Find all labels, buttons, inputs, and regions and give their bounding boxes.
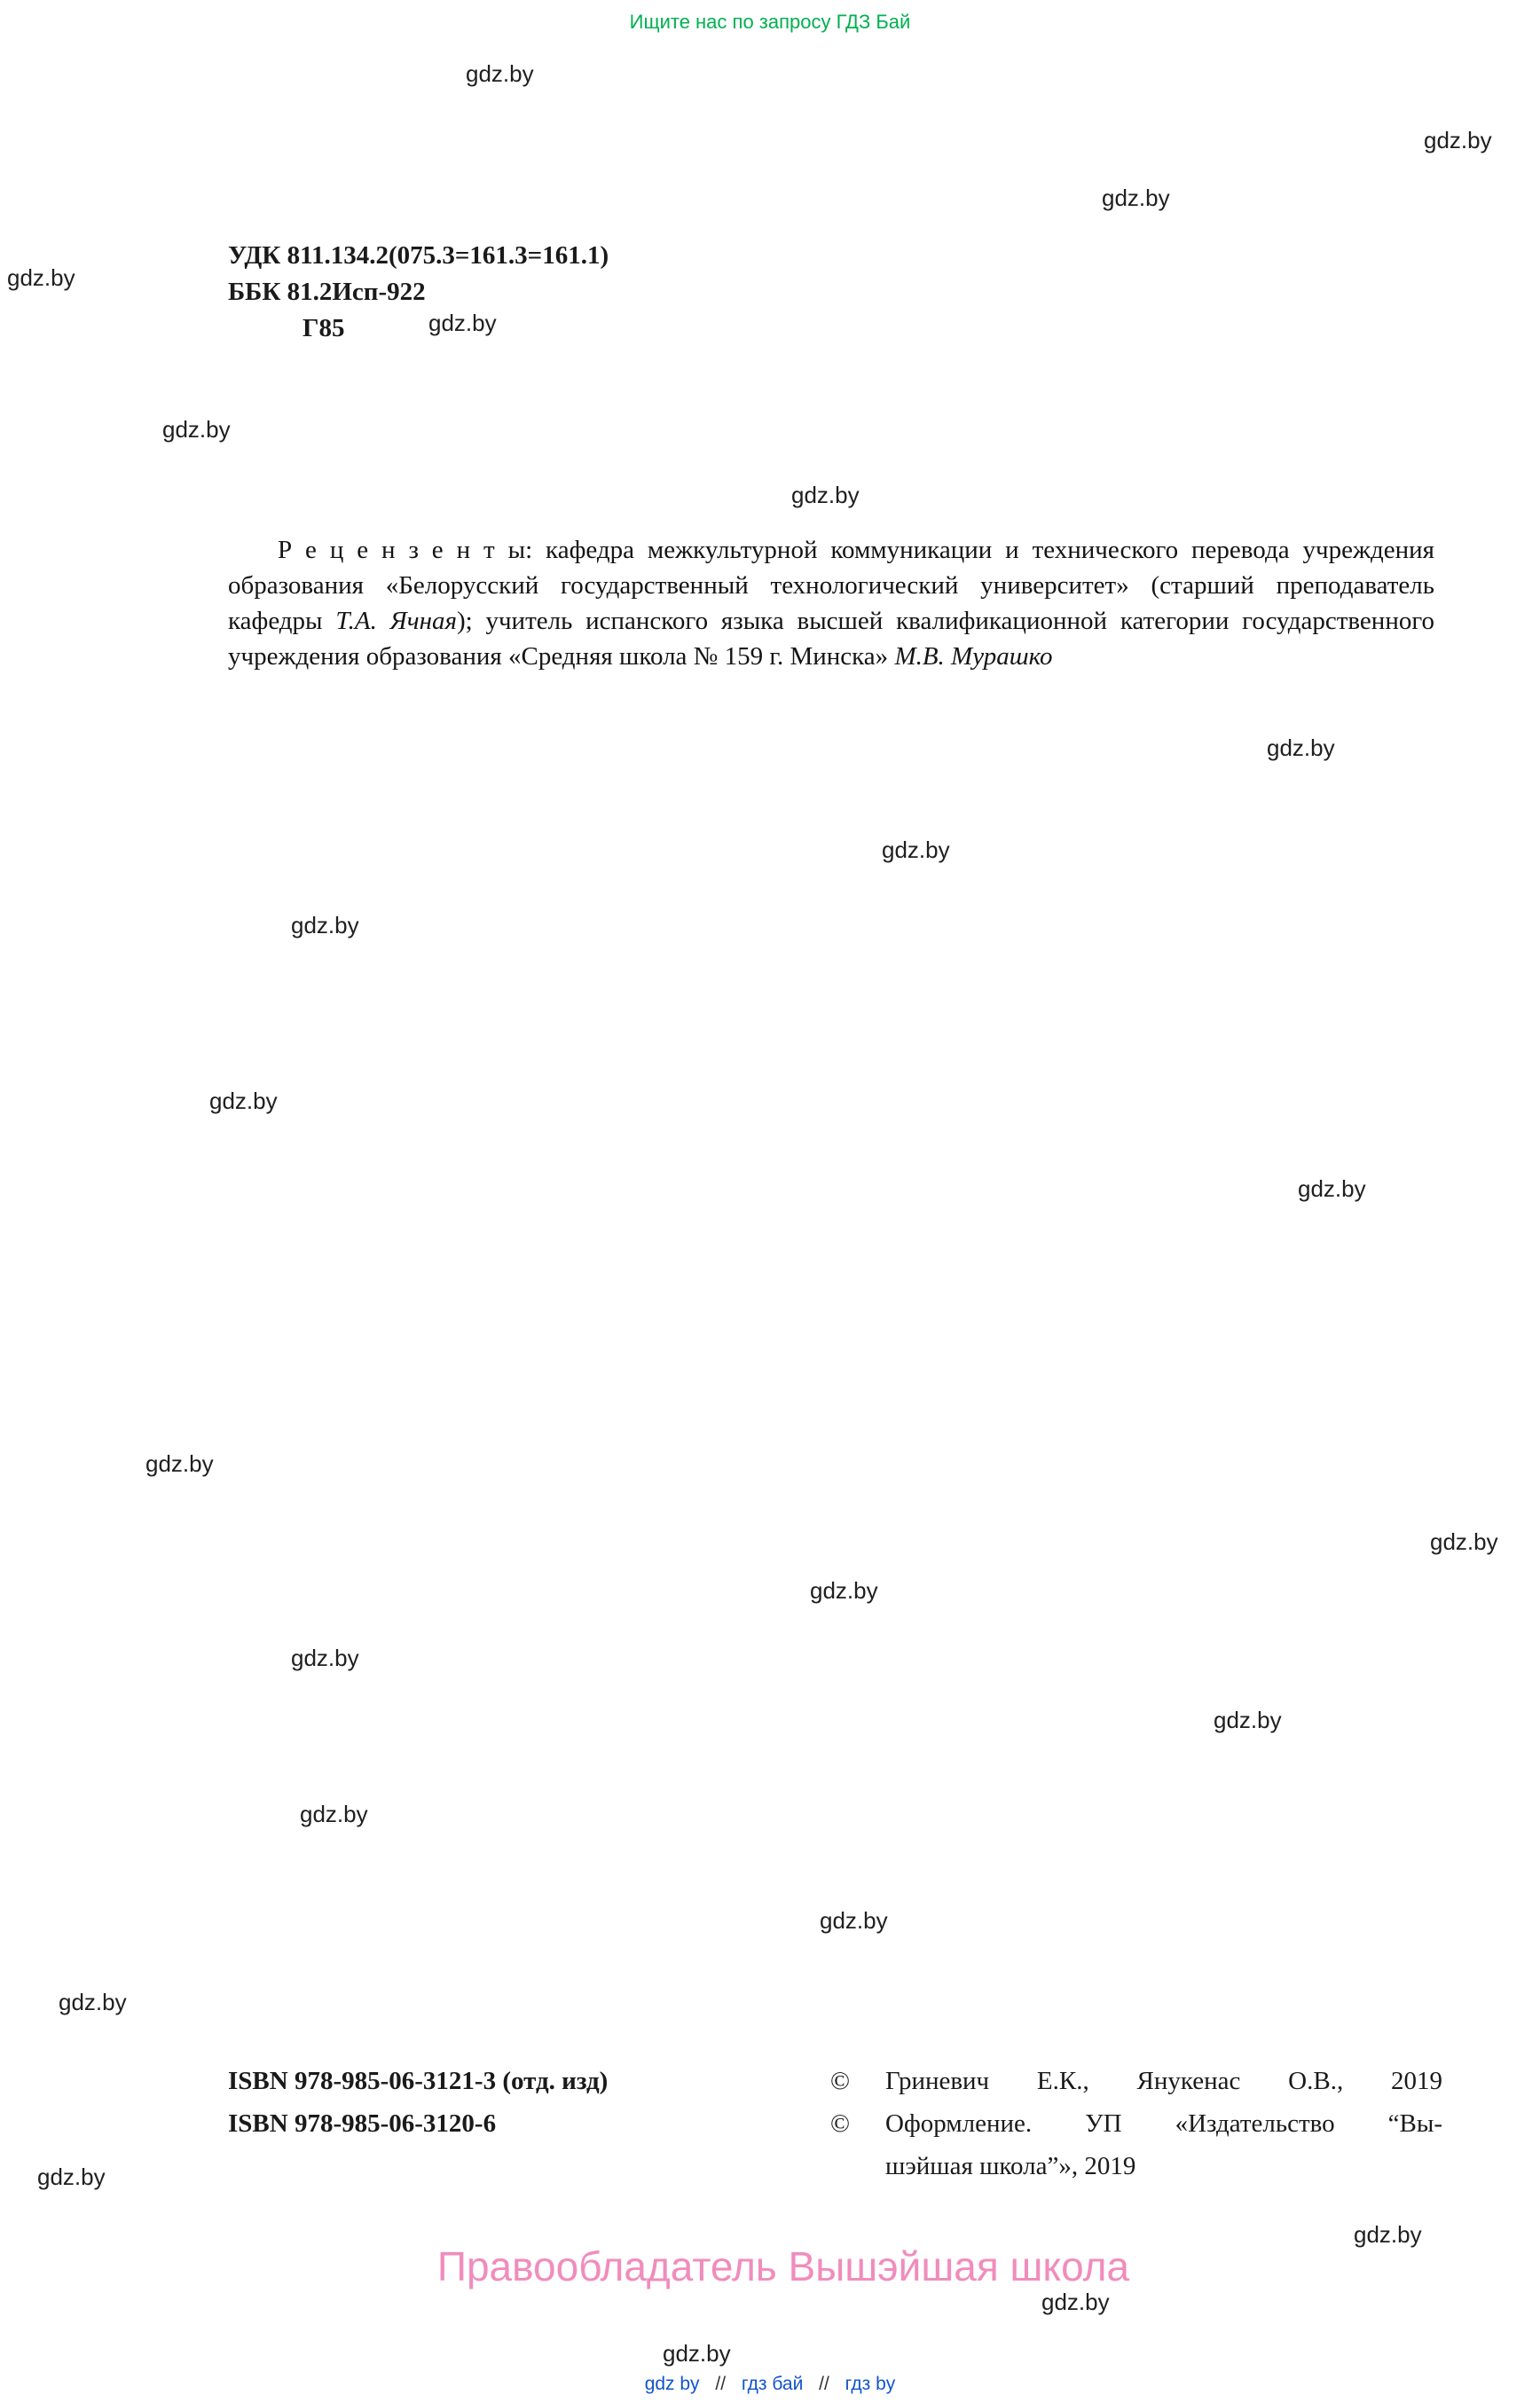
gdz-watermark: gdz.by: [466, 60, 534, 87]
reviewer-name-2: М.В. Мурашко: [894, 642, 1053, 671]
copyright-text: Гриневич Е.К., Янукенас О.В., 2019: [885, 2067, 1442, 2095]
classification-code: Г85: [302, 314, 345, 342]
footer-link-1[interactable]: gdz by: [644, 2374, 700, 2394]
footer-links: [0, 2374, 1540, 2395]
footer-separator: //: [715, 2374, 727, 2394]
footer-link-3[interactable]: гдз by: [845, 2374, 896, 2394]
gdz-watermark: gdz.by: [1430, 1528, 1498, 1555]
gdz-watermark: gdz.by: [1041, 2289, 1110, 2315]
reviewer-name-1: Т.А. Ячная: [335, 607, 457, 635]
gdz-watermark: gdz.by: [820, 1907, 888, 1934]
gdz-watermark: gdz.by: [291, 1645, 359, 1671]
copyright-symbol: ©: [830, 2067, 851, 2095]
gdz-watermark: gdz.by: [1102, 185, 1170, 211]
copyright-entry: [830, 2060, 1442, 2102]
isbn-line-1: ISBN 978-985-06-3121-3 (отд. изд): [228, 2067, 609, 2095]
rights-holder-text: Правообладатель Вышэйшая школа: [436, 2243, 1130, 2289]
footer-link-2[interactable]: гдз бай: [741, 2374, 804, 2394]
gdz-watermark: gdz.by: [300, 1801, 368, 1827]
gdz-watermark: gdz.by: [791, 482, 860, 508]
reviewers-label: Р е ц е н з е н т ы:: [278, 536, 533, 564]
gdz-watermark: gdz.by: [162, 416, 231, 443]
copyright-text: Оформление. УП «Издательство “Вы-: [885, 2109, 1442, 2138]
copyright-text: шэйшая школа”», 2019: [885, 2152, 1136, 2180]
classification-block: [228, 238, 609, 347]
gdz-watermark: gdz.by: [7, 264, 75, 291]
bbk-line: ББК 81.2Исп-922: [228, 278, 426, 306]
promo-banner: Ищите нас по запросу ГДЗ Бай: [629, 11, 911, 33]
gdz-watermark: gdz.by: [145, 1450, 214, 1477]
gdz-watermark: gdz.by: [663, 2340, 731, 2367]
gdz-watermark: gdz.by: [882, 836, 950, 863]
reviewers-text-2: ); учитель испанского языка высшей квалификационной категории государственного учреждения образования «Средняя школа № 159 г. Минска»: [228, 607, 1435, 671]
copyright-entry: [830, 2102, 1442, 2187]
gdz-watermark: gdz.by: [1424, 127, 1492, 153]
reviewers-paragraph: [228, 532, 1434, 674]
isbn-block: [228, 2060, 608, 2145]
gdz-watermark: gdz.by: [209, 1088, 278, 1114]
copyright-symbol: ©: [830, 2109, 851, 2138]
gdz-watermark: gdz.by: [59, 1989, 127, 2015]
copyright-block: [830, 2060, 1442, 2187]
isbn-line-2: ISBN 978-985-06-3120-6: [228, 2109, 497, 2138]
gdz-watermark: gdz.by: [291, 912, 359, 938]
gdz-watermark: gdz.by: [428, 310, 497, 336]
gdz-watermark: gdz.by: [810, 1577, 878, 1604]
footer-separator: //: [819, 2374, 829, 2394]
gdz-watermark: gdz.by: [37, 2163, 106, 2190]
gdz-watermark: gdz.by: [1298, 1175, 1366, 1202]
reviewers-text-1: кафедра межкультурной коммуникации и технического перевода учреждения образования «Белорусский государственный технологический университет» (старший преподаватель кафедры: [228, 536, 1434, 635]
udk-line: УДК 811.134.2(075.3=161.3=161.1): [228, 241, 609, 270]
gdz-watermark: gdz.by: [1354, 2221, 1422, 2248]
gdz-watermark: gdz.by: [1267, 734, 1335, 761]
gdz-watermark: gdz.by: [1214, 1707, 1282, 1733]
